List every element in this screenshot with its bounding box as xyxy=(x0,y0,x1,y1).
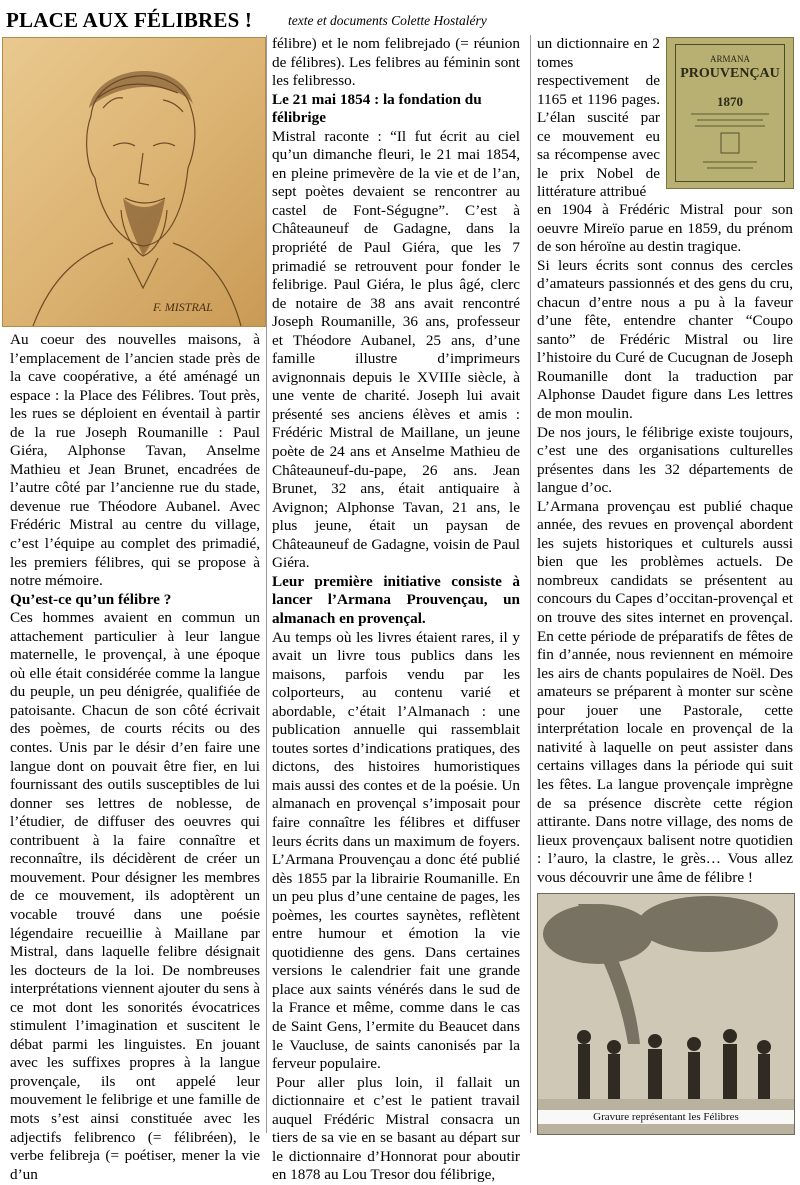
fondation-paragraph: Mistral raconte : “Il fut écrit au ciel qu’un dimanche fleuri, le 21 mai 1854, en pleine primevère de la vie et de l’an, sept poètes devaient se rencontrer au castel de Font-Ségugne”. C’est à Châteauneuf de Gadagne, dans la propriété de Paul Giéra, que les 7 primadié se retrouvent pour fonder le felibrige. Paul Giéra, le plus âgé, clerc de notaire de 38 ans avait rencontré Joseph Roumanille, 36 ans, professeur et Théodore Aubanel, 25 ans, d’une famille illustre d’imprimeurs avignonnais depuis le XVIIIe siècle, à une vente de charité. Joseph lui avait présenté ses anciens élèves et amis : Frédéric Mistral de Maillane, un jeune poète de 24 ans et Anselme Mathieu de Châteauneuf-du-pape, 26 ans. Jean Brunet, 32 ans, était antiquaire à Avignon; Alphonse Tavan, 21 ans, le plus jeune, était un paysan de Châteauneuf de Gadagne, voisin de Paul Giéra. xyxy=(272,127,520,572)
almanac-decoration xyxy=(667,38,793,188)
felibres-engraving-image xyxy=(537,893,795,1135)
mistral-portrait-image xyxy=(2,37,266,327)
column-2 xyxy=(272,35,520,1185)
byline: texte et documents Colette Hostaléry xyxy=(288,13,487,28)
column-3-top xyxy=(537,35,660,202)
page-title: PLACE AUX FÉLIBRES ! xyxy=(6,8,253,32)
section-heading-fondation: Le 21 mai 1854 : la fondation du félibrige xyxy=(272,90,482,127)
tresor-paragraph: un dictionnaire en 2 tomes respectivement de 1165 et 1196 pages. L’élan suscité par ce mouvement eu sa récompense avec le prix Nobel de littérature attribué xyxy=(537,35,660,201)
armana-today-paragraph: L’Armana provençau est publié chaque année, des revues en provençal abordent les sujets historiques et culturels aussi bien que les problèmes actuels. De nombreux candidats se présentent au concours du Capes d’occitan-provençal et on trouve des sites internet en provençal. En cette période de préparatifs de fêtes de fin d’année, nous reviennent en mémoire les airs de chants populaires de Noël. Des amateurs se préparent à monter sur scène pour jouer une Pastorale, cette interprétation locale en provençal de la nativité à laquelle on peut assister dans certains villages dans la période qui suit les fêtes. La langue provençale imprègne de sa présence discrète cette région attirante. Dans notre village, des noms de lieux provençaux balisent notre quotidien : l’auro, la clastre, le grès… Vous allez vous découvrir une âme de félibre ! xyxy=(537,497,793,886)
ecrits-paragraph: Si leurs écrits sont connus des cercles d’amateurs passionnés et des gens du cru, chacun d’entre nous a pu à la faveur d’une fête, entendre chanter “Coupo santo” de Frédéric Mistral ou lire l’histoire du Curé de Cucugnan de Joseph Roumanille dont la traduction par Alphonse Daudet figure dans Les lettres de mon moulin. xyxy=(537,256,793,423)
almanac-cover-image xyxy=(666,37,794,189)
intro-paragraph: Au coeur des nouvelles maisons, à l’emplacement de l’ancien stade près de la cave coopérative, a été aménagé un espace : la Place des Félibres. Tout près, les rues se déploient en éventail à partir de la rue Joseph Roumanille : Paul Giéra, Alphonse Tavan, Anselme Mathieu et Jean Brunet, encadrées de l’autre côté par l’ancienne rue du stade, devenue rue Théodore Aubanel. Avec Frédéric Mistral au centre du village, c’est l’équipe au complet des primadié, les premiers félibres, qui se propose à notre mémoire. xyxy=(10,331,260,590)
de-nos-jours-paragraph: De nos jours, le félibrige existe toujours, c’est une des organisations culturelles présentes dans les 32 départements de langue d’oc. xyxy=(537,423,793,497)
armana-paragraph: Leur première initiative consiste à lancer l’Armana Prouvençau, un almanach en provençal. xyxy=(272,572,520,627)
engraving-caption: Gravure représentant les Félibres xyxy=(538,1110,794,1124)
felibre-paragraph: Ces hommes avaient en commun un attachement particulier à leur langue maternelle, le provençal, à une époque où elle était considérée comme la langue du peuple, un peu dénigrée, qualifiée de patoisante. Chacun de son côté écrivait des poèmes, de courts récits ou des contes. Unis par le désir d’en faire une langue dont on pouvait être fier, en lui fournissant des outils susceptibles de lui donner ses lettres de noblesse, de l’étudier, de diffuser des oeuvres qui contribuent à la faire connaître et reconnaître, ils décidèrent de créer un mouvement. Pour désigner les membres de ce mouvement, ils adoptèrent un vocable trouvé dans une poésie légendaire recueillie à Maillane par Mistral, dans laquelle felibre désignait les docteurs de la loi. De nombreuses interprétations viennent ajouter du sens à ce mot dont les sonorités évocatrices stimulent l’imagination et suscitent le débat parmi les linguistes. En jouant avec les suffixes propres à la langue provençale, ils ont appelé leur mouvement le felibrige et une famille de mots s’est ainsi constituée avec les adjectifs felibrenco (= félibréen), le verbe felibreja (= poétiser, mener la vie d’un xyxy=(10,609,260,1183)
almanac-title-small: ARMANA xyxy=(709,54,750,64)
column-3 xyxy=(537,201,793,887)
portrait-drawing xyxy=(3,38,265,326)
nobel-paragraph: en 1904 à Frédéric Mistral pour son oeuvre Mireïo parue en 1859, du prénom de son héroïne au destin tragique. xyxy=(537,201,793,256)
column-separator-2 xyxy=(530,35,531,1133)
almanach-paragraph: Au temps où les livres étaient rares, il y avait un livre tous publics dans les maisons, parfois vendu par les colporteurs, au contenu varié et abordable, c’était l’Almanach : une publication annuelle qui rassemblait toutes sortes d’indications pratiques, des dictons, des histoires humoristiques mais aussi des contes et de la poésie. Un almanach en provençal s’imposait pour faire connaître les félibres et diffuser leurs écrits dans un maximum de foyers. L’Armana Prouvençau a donc été publié dès 1855 par la librairie Roumanille. En un peu plus d’une centaine de pages, les poèmes, les courtes saynètes, reflètent entre humour et émotion la vie quotidienne des gens. Dans certaines versions le calendrier fait une grande place aux saints vénérés dans le sud de la France et même, comme dans le cas de Saint Gens, l’ermite du Beaucet dans le Vaucluse, de saints canonisés par la ferveur populaire. xyxy=(272,628,520,1073)
almanac-year: 1870 xyxy=(717,94,743,109)
section-heading-felibre: Qu’est-ce qu’un félibre ? xyxy=(10,590,172,608)
dictionnaire-paragraph: Pour aller plus loin, il fallait un dictionnaire et c’est le patient travail auquel Frédéric Mistral consacra un tiers de sa vie en se basant au départ sur le dictionnaire d’Honnorat pour aboutir en 1878 au Lou Tresor dou félibrige, xyxy=(272,1073,520,1184)
portrait-signature: F. MISTRAL xyxy=(153,300,213,314)
felibre-continued-paragraph: félibre) et le nom felibrejado (= réunion de félibres). Les felibres au féminin sont les felibresso. xyxy=(272,35,520,90)
column-1 xyxy=(10,331,260,1184)
column-separator-1 xyxy=(266,35,267,1133)
engraving-drawing xyxy=(538,894,794,1134)
almanac-title-big: PROUVENÇAU xyxy=(680,66,780,81)
